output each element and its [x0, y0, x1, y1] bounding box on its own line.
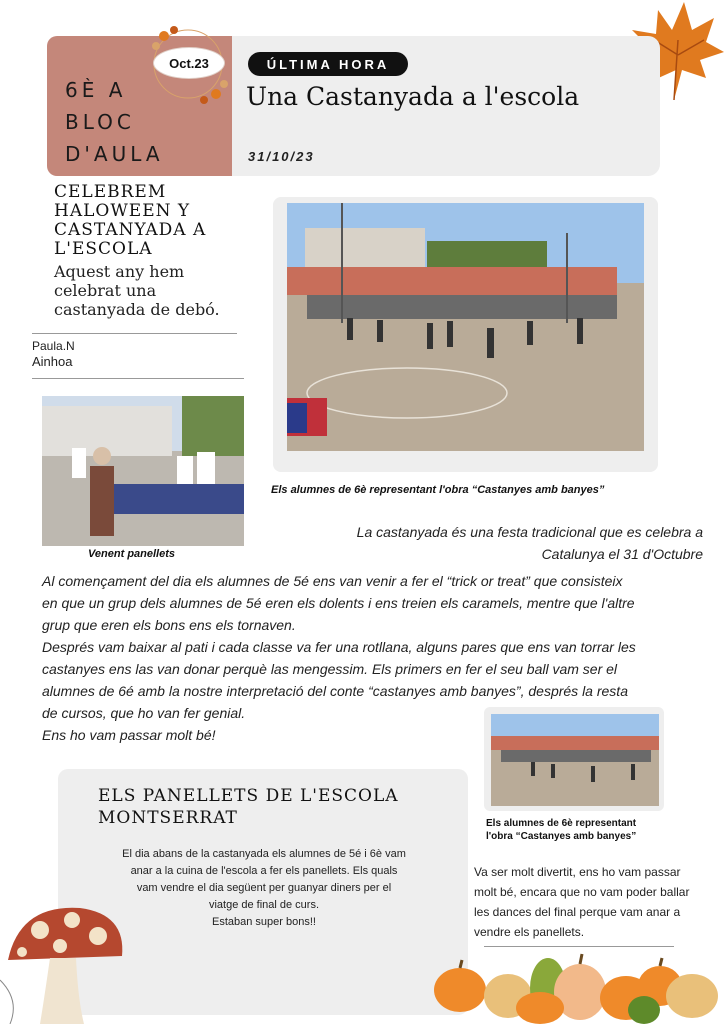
panellets-title [98, 785, 399, 829]
lead-line: La castanyada és una festa tradicional que es celebra a [356, 524, 703, 540]
class-line: BLOC [65, 110, 135, 134]
breaking-news-label: ÚLTIMA HORA [248, 52, 408, 76]
small-photo-caption [486, 817, 636, 843]
panellets-text [84, 846, 444, 931]
divider [32, 378, 244, 379]
text-line: Estaban super bons!! [212, 916, 316, 928]
publish-date: 31/10/23 [248, 149, 315, 164]
paragraph-line: alumnes de 6é amb la nostre interpretació del conte “castanyes amb banyes”, després la resta [42, 683, 628, 699]
small-photo [491, 714, 659, 806]
lead-line: Catalunya el 31 d'Octubre [541, 546, 703, 562]
class-line: 6È A [65, 78, 127, 102]
caption-line: Els alumnes de 6è representant [486, 818, 637, 829]
pumpkins-icon [430, 940, 724, 1024]
text-line: vam vendre el dia següent per guanyar diners per el [136, 882, 392, 894]
main-photo-caption: Els alumnes de 6è representant l'obra “Castanyes amb banyes” [271, 484, 605, 496]
paragraph-line: Després vam baixar al pati i cada classe va fer una rotllana, alguns pares que ens van torrar les [42, 639, 636, 655]
left-photo [42, 396, 244, 546]
text-line: molt bé, encara que no vam poder ballar [474, 885, 690, 899]
paragraph-line: Ens ho vam passar molt bé! [42, 727, 216, 743]
text-line: Va ser molt divertit, ens ho vam passar [474, 865, 681, 879]
title-line: ELS PANELLETS DE L'ESCOLA [98, 786, 399, 806]
caption-line: l'obra “Castanyes amb banyes” [486, 831, 637, 842]
divider [32, 333, 237, 334]
text-line: vendre els panellets. [474, 925, 585, 939]
author-name: Ainhoa [32, 354, 73, 369]
mushroom-icon [0, 900, 130, 1024]
author-name: Paula.N [32, 339, 75, 353]
paragraph-line: Al començament del dia els alumnes de 5é ens van venir a fer el “trick or treat” que consisteix [42, 573, 623, 589]
text-line: viatge de final de curs. [208, 899, 320, 911]
paragraph-line: de cursos, que ho van fer genial. [42, 705, 246, 721]
page-title: Una Castanyada a l'escola [246, 82, 580, 111]
paragraph-line: en que un grup dels alumnes de 5é eren els dolents i ens treien els caramels, mentre que l'altre [42, 595, 635, 611]
paragraph-line: castanyes ens las van donar perquè las mengessim. Els primers en fer el seu ball vam ser el [42, 661, 618, 677]
paragraph-line: grup que eren els bons ens els tornaven. [42, 617, 296, 633]
intro-text: Aquest any hem celebrat una castanyada de debó. [54, 262, 220, 319]
class-line: D'AULA [65, 142, 164, 166]
title-line: MONTSERRAT [98, 808, 238, 828]
text-line: El dia abans de la castanyada els alumnes de 5é i 6è vam [122, 848, 406, 860]
side-text [474, 862, 694, 942]
date-badge: Oct.23 [153, 47, 225, 79]
intro-heading: CELEBREM HALOWEEN Y CASTANYADA A L'ESCOLA [54, 182, 207, 259]
text-line: les dances del final perque vam anar a [474, 905, 681, 919]
article-lead [313, 521, 703, 565]
text-line: anar a la cuina de l'escola a fer els panellets. Els quals [130, 865, 398, 877]
left-photo-caption: Venent panellets [88, 548, 176, 560]
main-photo [287, 203, 644, 451]
